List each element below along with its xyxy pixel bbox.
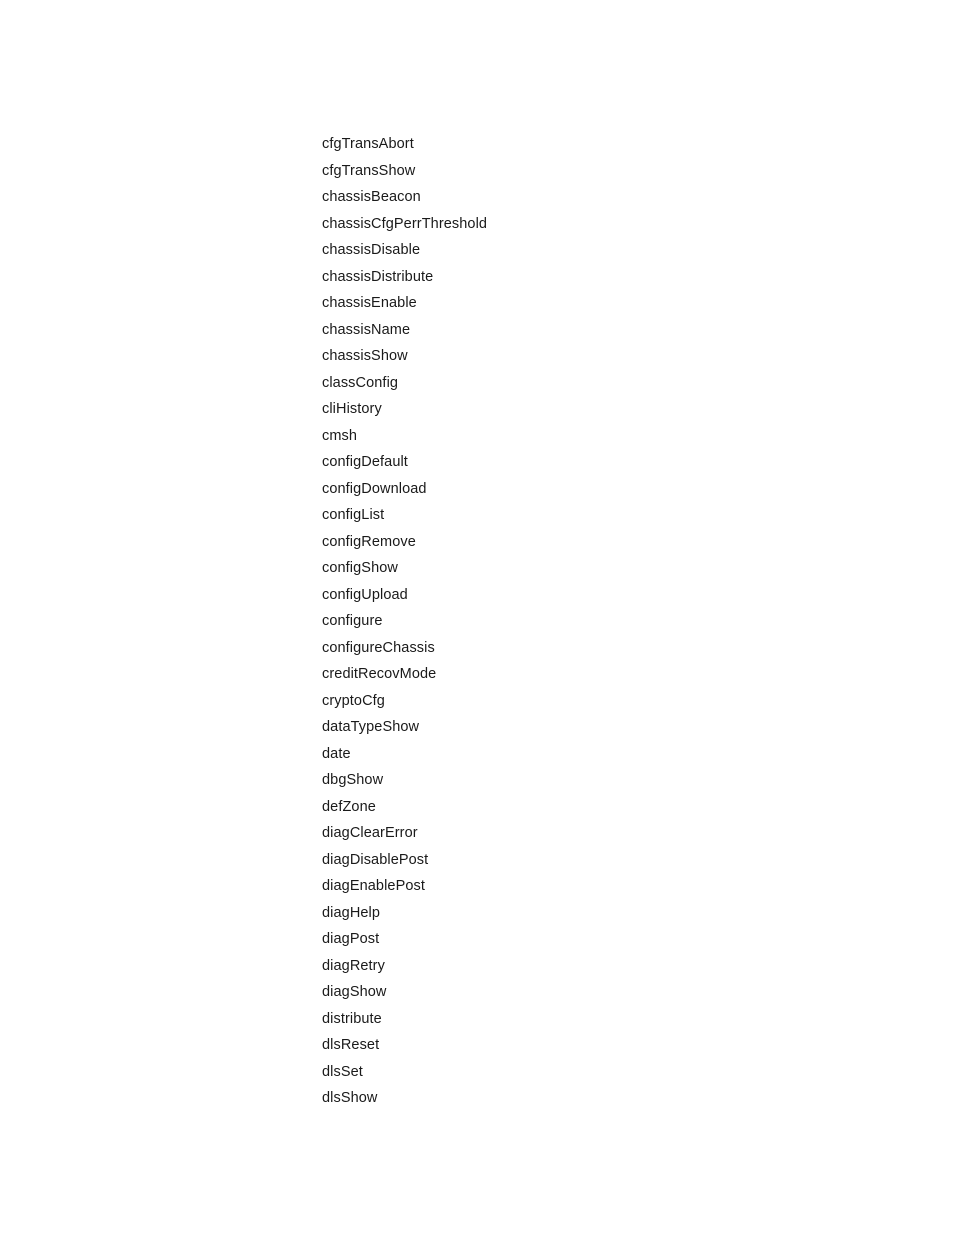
command-item: cryptoCfg bbox=[322, 692, 385, 709]
command-item: diagPost bbox=[322, 931, 380, 947]
command-item: diagRetry bbox=[322, 957, 385, 974]
command-item: configUpload bbox=[322, 586, 408, 603]
command-item: date bbox=[322, 745, 351, 762]
command-item: chassisShow bbox=[322, 348, 408, 364]
command-item: defZone bbox=[322, 798, 376, 815]
command-item: cmsh bbox=[322, 427, 358, 444]
command-list bbox=[322, 131, 487, 1112]
command-item: cliHistory bbox=[322, 401, 382, 417]
command-item: dlsShow bbox=[322, 1090, 378, 1106]
command-item: configDownload bbox=[322, 480, 427, 497]
command-item: configDefault bbox=[322, 454, 408, 470]
command-item: configRemove bbox=[322, 533, 416, 550]
command-item: diagShow bbox=[322, 984, 387, 1000]
command-item: chassisDisable bbox=[322, 242, 421, 258]
command-item: configShow bbox=[322, 560, 398, 576]
command-item: chassisDistribute bbox=[322, 268, 434, 285]
command-item: chassisBeacon bbox=[322, 189, 421, 205]
command-item: diagHelp bbox=[322, 904, 381, 921]
command-item: diagDisablePost bbox=[322, 851, 429, 868]
command-item: dbgShow bbox=[322, 772, 384, 788]
command-item: chassisName bbox=[322, 321, 411, 338]
command-item: chassisCfgPerrThreshold bbox=[322, 215, 488, 232]
command-item: dataTypeShow bbox=[322, 719, 420, 735]
command-item: cfgTransAbort bbox=[322, 136, 414, 152]
command-item: classConfig bbox=[322, 374, 399, 391]
command-item: diagEnablePost bbox=[322, 878, 425, 894]
command-item: creditRecovMode bbox=[322, 666, 437, 682]
command-item: diagClearError bbox=[322, 825, 418, 841]
command-item: dlsSet bbox=[322, 1063, 363, 1080]
command-item: distribute bbox=[322, 1010, 382, 1027]
command-item: configure bbox=[322, 613, 383, 629]
command-item: configList bbox=[322, 507, 385, 523]
command-item: chassisEnable bbox=[322, 295, 417, 311]
command-item: dlsReset bbox=[322, 1037, 380, 1053]
command-item: configureChassis bbox=[322, 639, 435, 656]
command-item: cfgTransShow bbox=[322, 162, 416, 179]
